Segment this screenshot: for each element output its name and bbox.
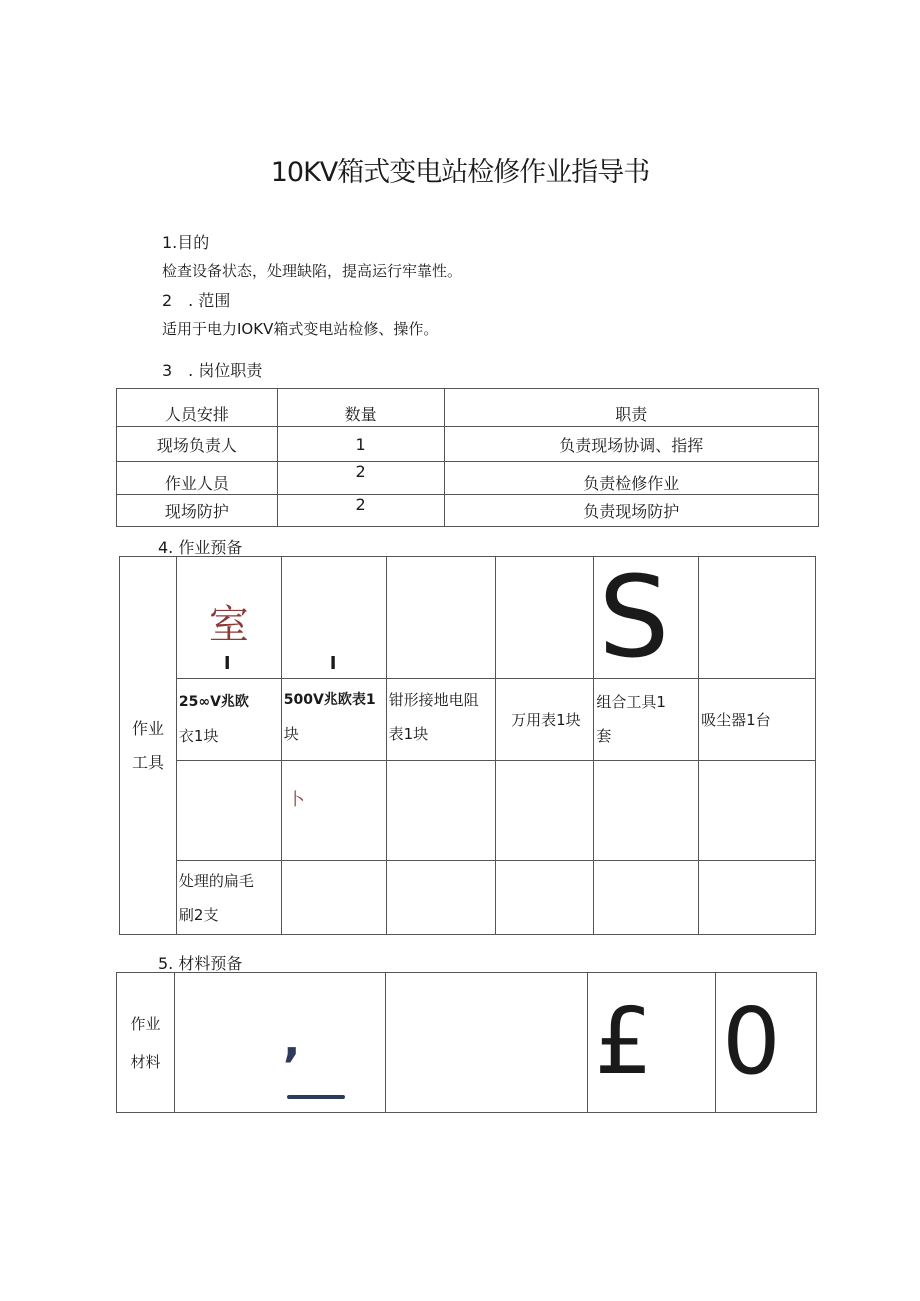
section-2-body: 适用于电力IOKV箱式变电站检修、操作。 bbox=[162, 320, 439, 338]
tool-megohmmeter-2500v bbox=[176, 679, 281, 761]
cell-duty: 负责检修作业 bbox=[444, 462, 818, 495]
tools-image-row bbox=[120, 557, 816, 679]
tools-last-row bbox=[120, 861, 816, 935]
tool-flat-brush bbox=[176, 861, 281, 935]
document-title: 10KV箱式变电站检修作业指导书 bbox=[270, 157, 650, 188]
header-count: 数量 bbox=[277, 389, 444, 427]
tools-empty-row bbox=[120, 761, 816, 861]
image-cell bbox=[281, 557, 386, 679]
section-3-heading: 3 . 岗位职责 bbox=[162, 361, 263, 380]
header-staff: 人员安排 bbox=[117, 389, 278, 427]
empty-cell bbox=[699, 861, 816, 935]
material-image-cell bbox=[716, 973, 817, 1113]
tool-line: 25∞V兆欧 bbox=[178, 694, 249, 710]
duty-table bbox=[116, 388, 819, 527]
tools-name-row bbox=[120, 679, 816, 761]
stroke-mark bbox=[287, 1095, 345, 1099]
section-1-body: 检查设备状态，处理缺陷，提高运行牢靠性。 bbox=[162, 262, 463, 280]
tool-line: 吸尘器1台 bbox=[701, 710, 771, 729]
cell-staff: 现场防护 bbox=[117, 495, 278, 527]
empty-cell bbox=[496, 861, 594, 935]
empty-cell bbox=[386, 861, 496, 935]
tool-line: 表1块 bbox=[388, 725, 429, 743]
pound-glyph: £ bbox=[594, 988, 653, 1095]
empty-cell bbox=[594, 861, 699, 935]
image-cell bbox=[699, 557, 816, 679]
side-label-line: 作业 bbox=[130, 1014, 161, 1033]
tool-line: 套 bbox=[596, 727, 612, 745]
tool-line: 500V兆欧表1 bbox=[283, 692, 376, 708]
tool-line: 块 bbox=[283, 725, 299, 743]
materials-side-label bbox=[117, 973, 175, 1113]
empty-cell bbox=[281, 861, 386, 935]
tools-side-label bbox=[120, 557, 177, 935]
cell-staff: 作业人员 bbox=[117, 462, 278, 495]
side-label-line: 作业 bbox=[131, 718, 164, 738]
tools-table bbox=[119, 553, 816, 935]
cell-count: 2 bbox=[277, 495, 444, 527]
duty-header-row bbox=[117, 389, 819, 427]
tool-line: 组合工具1 bbox=[596, 693, 666, 711]
empty-cell bbox=[496, 761, 594, 861]
empty-cell bbox=[176, 761, 281, 861]
cell-duty: 负责现场协调、指挥 bbox=[444, 427, 818, 462]
tick-glyph: I bbox=[223, 653, 231, 674]
image-cell bbox=[496, 557, 594, 679]
stray-glyph: 卜 bbox=[287, 790, 305, 810]
tool-line: 钳形接地电阻 bbox=[388, 691, 479, 709]
tool-clamp-ground-tester bbox=[386, 679, 496, 761]
tool-vacuum-cleaner bbox=[699, 679, 816, 761]
image-cell bbox=[386, 557, 496, 679]
section-5-heading: 5. 材料预备 bbox=[158, 954, 243, 973]
section-4-heading: 4. 作业预备 bbox=[158, 538, 243, 557]
material-image-cell bbox=[174, 973, 385, 1113]
cell-duty: 负责现场防护 bbox=[444, 495, 818, 527]
cell-staff: 现场负责人 bbox=[117, 427, 278, 462]
cell-count: 2 bbox=[277, 462, 444, 495]
tool-line: 处理的扁毛 bbox=[178, 871, 254, 890]
empty-cell bbox=[386, 761, 496, 861]
tool-megohmmeter-500v bbox=[281, 679, 386, 761]
zero-glyph: 0 bbox=[722, 988, 781, 1095]
material-image-cell bbox=[588, 973, 716, 1113]
tool-line: 万用表1块 bbox=[511, 710, 581, 729]
comma-glyph: , bbox=[282, 1013, 301, 1067]
material-empty-cell bbox=[385, 973, 588, 1113]
empty-cell bbox=[594, 761, 699, 861]
section-1-heading: 1.目的 bbox=[162, 233, 210, 252]
table-row bbox=[117, 427, 819, 462]
image-cell bbox=[594, 553, 699, 683]
table-row bbox=[117, 462, 819, 495]
section-2-heading: 2 . 范围 bbox=[162, 291, 231, 310]
stamp-glyph: 室 bbox=[208, 602, 249, 648]
tool-combination-kit bbox=[594, 679, 699, 761]
materials-table bbox=[116, 972, 817, 1113]
empty-cell bbox=[699, 761, 816, 861]
image-cell bbox=[176, 557, 281, 679]
tool-line: 衣1块 bbox=[178, 727, 219, 745]
tool-line: 刷2支 bbox=[178, 905, 219, 924]
tick-glyph: I bbox=[329, 653, 337, 674]
s-glyph: S bbox=[598, 553, 670, 683]
side-label-line: 材料 bbox=[130, 1052, 161, 1071]
materials-row bbox=[117, 973, 817, 1113]
side-label-line: 工具 bbox=[131, 752, 164, 772]
header-duty: 职责 bbox=[444, 389, 818, 427]
mark-cell bbox=[281, 761, 386, 861]
tool-multimeter bbox=[496, 679, 594, 761]
table-row bbox=[117, 495, 819, 527]
cell-count: 1 bbox=[277, 427, 444, 462]
